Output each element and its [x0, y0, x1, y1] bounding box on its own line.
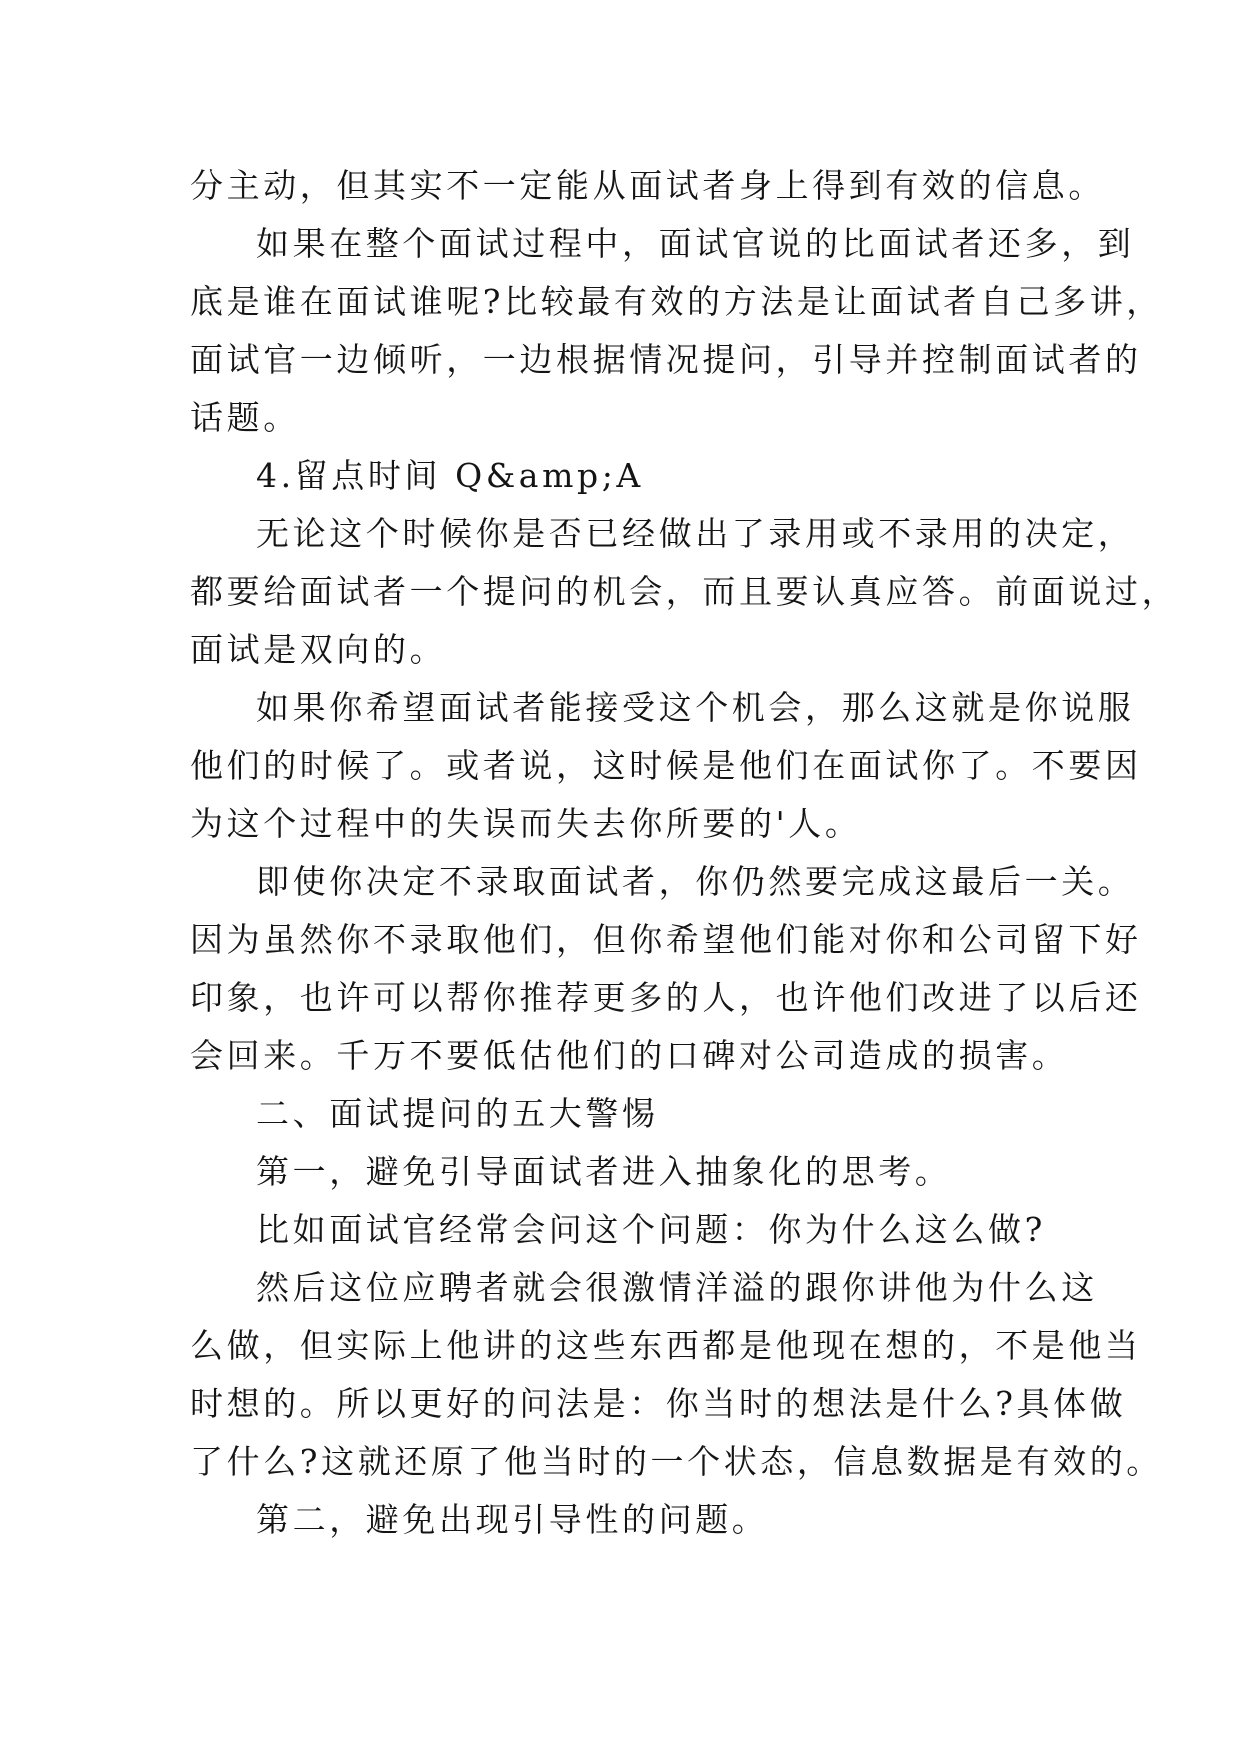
text-line: 印象，也许可以帮你推荐更多的人，也许他们改进了以后还 — [190, 978, 1142, 1017]
text-line: 分主动，但其实不一定能从面试者身上得到有效的信息。 — [190, 166, 1105, 205]
section-heading: 4.留点时间 Q&amp;A — [256, 456, 644, 495]
text-line: 即使你决定不录取面试者，你仍然要完成这最后一关。 — [256, 862, 1135, 901]
text-line: 比如面试官经常会问这个问题：你为什么这么做? — [256, 1210, 1046, 1249]
text-line: 面试是双向的。 — [190, 630, 447, 669]
text-line: 如果你希望面试者能接受这个机会，那么这就是你说服 — [256, 688, 1135, 727]
text-line: 如果在整个面试过程中，面试官说的比面试者还多，到 — [256, 224, 1135, 263]
text-line: 他们的时候了。或者说，这时候是他们在面试你了。不要因 — [190, 746, 1142, 785]
text-line: 话题。 — [190, 398, 300, 437]
text-line: 么做，但实际上他讲的这些东西都是他现在想的，不是他当 — [190, 1326, 1142, 1365]
section-heading: 二、面试提问的五大警惕 — [256, 1094, 659, 1133]
text-line: 时想的。所以更好的问法是：你当时的想法是什么?具体做 — [190, 1384, 1127, 1423]
text-line: 因为虽然你不录取他们，但你希望他们能对你和公司留下好 — [190, 920, 1142, 959]
text-line: 会回来。千万不要低估他们的口碑对公司造成的损害。 — [190, 1036, 1069, 1075]
text-line: 然后这位应聘者就会很激情洋溢的跟你讲他为什么这 — [256, 1268, 1098, 1307]
text-line: 第二，避免出现引导性的问题。 — [256, 1500, 769, 1539]
text-line: 无论这个时候你是否已经做出了录用或不录用的决定， — [256, 514, 1135, 553]
text-line: 都要给面试者一个提问的机会，而且要认真应答。前面说过， — [190, 572, 1179, 611]
text-line: 了什么?这就还原了他当时的一个状态，信息数据是有效的。 — [190, 1442, 1163, 1481]
text-line: 底是谁在面试谁呢?比较最有效的方法是让面试者自己多讲， — [190, 282, 1163, 321]
text-line: 面试官一边倾听，一边根据情况提问，引导并控制面试者的 — [190, 340, 1142, 379]
text-line: 为这个过程中的失误而失去你所要的'人。 — [190, 804, 862, 843]
text-line: 第一，避免引导面试者进入抽象化的思考。 — [256, 1152, 952, 1191]
